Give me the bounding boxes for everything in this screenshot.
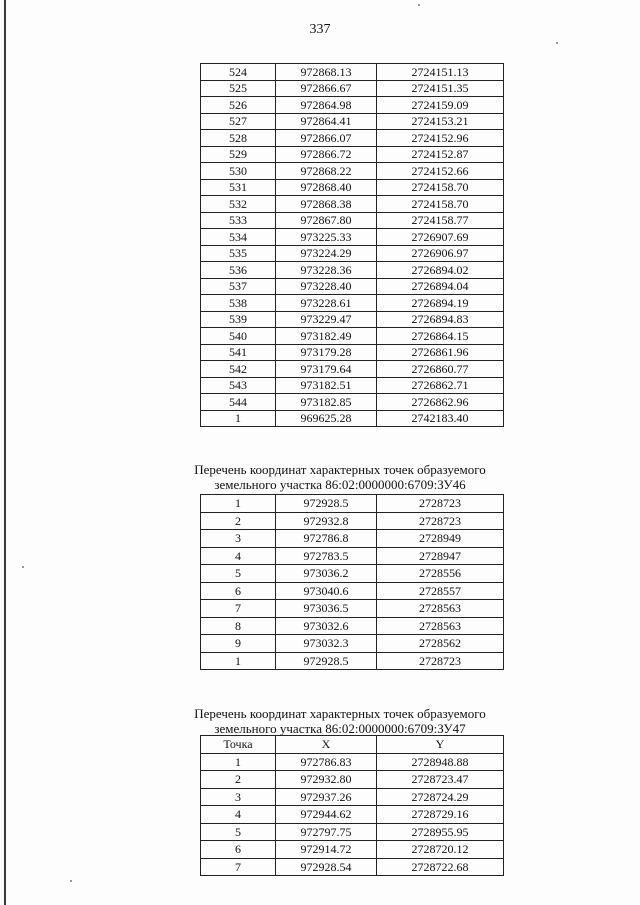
point-cell: 4	[201, 547, 276, 565]
point-cell: 528	[201, 130, 276, 147]
table-row	[201, 771, 504, 789]
y-cell: 2728947	[377, 547, 504, 565]
point-cell: 537	[201, 278, 276, 295]
table-row	[201, 635, 504, 653]
point-cell: 533	[201, 212, 276, 229]
point-cell: 5	[201, 565, 276, 583]
scan-speck	[70, 880, 72, 882]
x-cell: 972868.38	[276, 196, 377, 213]
y-cell: 2724151.13	[377, 64, 504, 81]
y-cell: 2726864.15	[377, 328, 504, 345]
y-cell: 2728729.16	[377, 806, 504, 824]
table-row	[201, 113, 504, 130]
table-row	[201, 652, 504, 670]
point-cell: 2	[201, 512, 276, 530]
caption-line: земельного участка 86:02:0000000:6709:ЗУ47	[214, 721, 466, 736]
x-cell: 973032.6	[276, 617, 377, 635]
x-cell: 973225.33	[276, 229, 377, 246]
x-cell: 972866.67	[276, 80, 377, 97]
y-cell: 2728723	[377, 495, 504, 513]
table-row	[201, 495, 504, 513]
y-cell: 2726894.83	[377, 311, 504, 328]
point-cell: 525	[201, 80, 276, 97]
point-cell: 3	[201, 788, 276, 806]
table-row	[201, 64, 504, 81]
table-row	[201, 600, 504, 618]
y-cell: 2726906.97	[377, 245, 504, 262]
point-cell: 539	[201, 311, 276, 328]
y-cell: 2726894.19	[377, 295, 504, 312]
point-cell: 531	[201, 179, 276, 196]
x-cell: 972864.98	[276, 97, 377, 114]
y-cell: 2726861.96	[377, 344, 504, 361]
point-cell: 542	[201, 361, 276, 378]
point-cell: 541	[201, 344, 276, 361]
point-cell: 1	[201, 753, 276, 771]
y-cell: 2724152.96	[377, 130, 504, 147]
table-row	[201, 245, 504, 262]
x-cell: 972932.8	[276, 512, 377, 530]
x-cell: 969625.28	[276, 410, 377, 427]
y-cell: 2724151.35	[377, 80, 504, 97]
coordinates-table-continued	[200, 63, 504, 427]
point-cell: 530	[201, 163, 276, 180]
point-cell: 5	[201, 823, 276, 841]
point-cell: 3	[201, 530, 276, 548]
x-cell: 972928.5	[276, 652, 377, 670]
x-cell: 972932.80	[276, 771, 377, 789]
point-cell: 544	[201, 394, 276, 411]
column-header-y: Y	[377, 736, 504, 754]
point-cell: 9	[201, 635, 276, 653]
table-row	[201, 229, 504, 246]
point-cell: 526	[201, 97, 276, 114]
x-cell: 972867.80	[276, 212, 377, 229]
x-cell: 972797.75	[276, 823, 377, 841]
table-row	[201, 163, 504, 180]
x-cell: 973036.5	[276, 600, 377, 618]
point-cell: 1	[201, 652, 276, 670]
y-cell: 2728723.47	[377, 771, 504, 789]
x-cell: 973229.47	[276, 311, 377, 328]
table-row	[201, 196, 504, 213]
x-cell: 973182.85	[276, 394, 377, 411]
column-header-x: X	[276, 736, 377, 754]
table-row	[201, 841, 504, 859]
x-cell: 972868.13	[276, 64, 377, 81]
point-cell: 538	[201, 295, 276, 312]
point-cell: 6	[201, 841, 276, 859]
point-cell: 536	[201, 262, 276, 279]
table-row	[201, 361, 504, 378]
point-cell: 8	[201, 617, 276, 635]
y-cell: 2728723	[377, 652, 504, 670]
y-cell: 2724152.66	[377, 163, 504, 180]
x-cell: 972928.54	[276, 858, 377, 876]
scan-speck	[556, 42, 558, 44]
x-cell: 973228.40	[276, 278, 377, 295]
x-cell: 972937.26	[276, 788, 377, 806]
y-cell: 2724158.70	[377, 179, 504, 196]
x-cell: 973228.36	[276, 262, 377, 279]
table-row	[201, 512, 504, 530]
point-cell: 524	[201, 64, 276, 81]
x-cell: 973040.6	[276, 582, 377, 600]
table-row	[201, 377, 504, 394]
table-row	[201, 311, 504, 328]
x-cell: 973179.28	[276, 344, 377, 361]
y-cell: 2726862.96	[377, 394, 504, 411]
point-cell: 1	[201, 410, 276, 427]
table-row	[201, 97, 504, 114]
table-row	[201, 344, 504, 361]
y-cell: 2728949	[377, 530, 504, 548]
y-cell: 2728948.88	[377, 753, 504, 771]
x-cell: 972786.8	[276, 530, 377, 548]
x-cell: 973179.64	[276, 361, 377, 378]
y-cell: 2728563	[377, 617, 504, 635]
x-cell: 973182.51	[276, 377, 377, 394]
y-cell: 2728562	[377, 635, 504, 653]
x-cell: 972868.22	[276, 163, 377, 180]
x-cell: 972866.72	[276, 146, 377, 163]
point-cell: 532	[201, 196, 276, 213]
table-row	[201, 278, 504, 295]
point-cell: 535	[201, 245, 276, 262]
section-zu46-caption	[150, 462, 530, 492]
y-cell: 2724159.09	[377, 97, 504, 114]
point-cell: 4	[201, 806, 276, 824]
x-cell: 973182.49	[276, 328, 377, 345]
x-cell: 972928.5	[276, 495, 377, 513]
table-row	[201, 80, 504, 97]
y-cell: 2728955.95	[377, 823, 504, 841]
y-cell: 2724158.70	[377, 196, 504, 213]
y-cell: 2724152.87	[377, 146, 504, 163]
point-cell: 529	[201, 146, 276, 163]
table-row	[201, 130, 504, 147]
y-cell: 2728720.12	[377, 841, 504, 859]
table-row	[201, 328, 504, 345]
table-row	[201, 394, 504, 411]
page-scan-edge	[4, 0, 6, 905]
y-cell: 2726907.69	[377, 229, 504, 246]
table-row	[201, 565, 504, 583]
table-row	[201, 788, 504, 806]
table-row	[201, 806, 504, 824]
y-cell: 2726862.71	[377, 377, 504, 394]
x-cell: 973032.3	[276, 635, 377, 653]
y-cell: 2728556	[377, 565, 504, 583]
point-cell: 1	[201, 495, 276, 513]
table-row	[201, 858, 504, 876]
table-row	[201, 212, 504, 229]
caption-line: земельного участка 86:02:0000000:6709:ЗУ46	[214, 477, 466, 492]
y-cell: 2728722.68	[377, 858, 504, 876]
table-row	[201, 582, 504, 600]
y-cell: 2728724.29	[377, 788, 504, 806]
x-cell: 973036.2	[276, 565, 377, 583]
coordinates-table-zu46	[200, 494, 504, 670]
table-row	[201, 146, 504, 163]
point-cell: 7	[201, 600, 276, 618]
point-cell: 543	[201, 377, 276, 394]
y-cell: 2742183.40	[377, 410, 504, 427]
section-zu47-caption	[150, 706, 530, 736]
table-row	[201, 410, 504, 427]
y-cell: 2728563	[377, 600, 504, 618]
scan-speck	[22, 566, 24, 568]
x-cell: 972866.07	[276, 130, 377, 147]
x-cell: 972914.72	[276, 841, 377, 859]
point-cell: 540	[201, 328, 276, 345]
table-row	[201, 262, 504, 279]
table-row	[201, 617, 504, 635]
x-cell: 972786.83	[276, 753, 377, 771]
y-cell: 2728557	[377, 582, 504, 600]
x-cell: 972783.5	[276, 547, 377, 565]
table-row	[201, 547, 504, 565]
caption-line: Перечень координат характерных точек образуемого	[194, 462, 486, 477]
point-cell: 534	[201, 229, 276, 246]
y-cell: 2726894.02	[377, 262, 504, 279]
table-header-row	[201, 736, 504, 754]
x-cell: 973224.29	[276, 245, 377, 262]
caption-line: Перечень координат характерных точек образуемого	[194, 706, 486, 721]
table-row	[201, 753, 504, 771]
table-row	[201, 530, 504, 548]
x-cell: 972868.40	[276, 179, 377, 196]
y-cell: 2724158.77	[377, 212, 504, 229]
x-cell: 972864.41	[276, 113, 377, 130]
column-header-point: Точка	[201, 736, 276, 754]
table-row	[201, 823, 504, 841]
point-cell: 6	[201, 582, 276, 600]
y-cell: 2728723	[377, 512, 504, 530]
y-cell: 2724153.21	[377, 113, 504, 130]
table-row	[201, 295, 504, 312]
point-cell: 2	[201, 771, 276, 789]
table-row	[201, 179, 504, 196]
point-cell: 527	[201, 113, 276, 130]
scan-speck	[418, 4, 420, 6]
coordinates-table-zu47	[200, 735, 504, 876]
y-cell: 2726860.77	[377, 361, 504, 378]
point-cell: 7	[201, 858, 276, 876]
y-cell: 2726894.04	[377, 278, 504, 295]
x-cell: 972944.62	[276, 806, 377, 824]
page-number: 337	[309, 22, 331, 37]
x-cell: 973228.61	[276, 295, 377, 312]
